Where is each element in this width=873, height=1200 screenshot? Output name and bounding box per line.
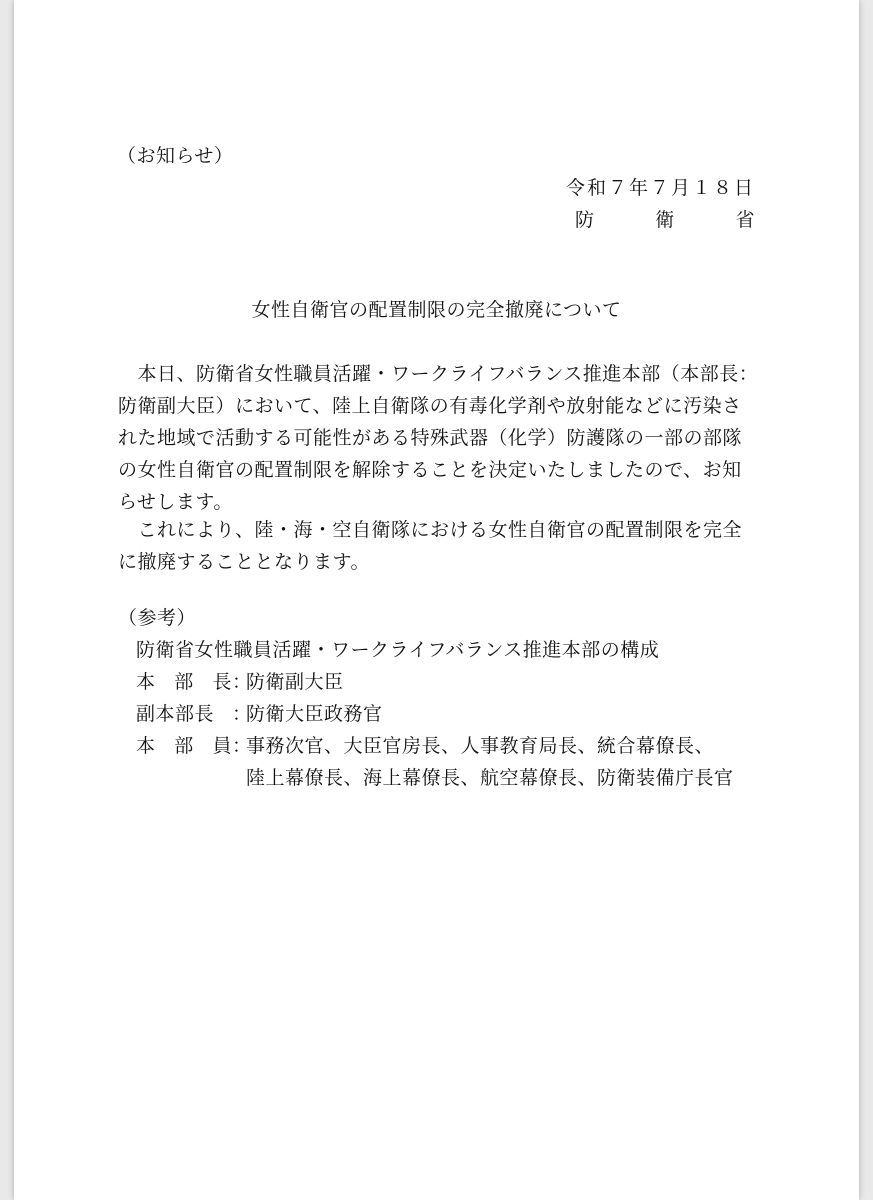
members-value-line2: 陸上幕僚長、海上幕僚長、航空幕僚長、防衛装備庁長官 (246, 767, 734, 789)
paragraph-1 (118, 358, 768, 518)
notice-label: （お知らせ） (117, 145, 234, 167)
reference-heading: （参考） (118, 607, 197, 629)
separator: ： (232, 671, 252, 693)
chief-value: 防衛副大臣 (246, 671, 344, 693)
document-body (14, 0, 859, 1200)
label-char: 長 (212, 671, 232, 693)
reference-row-vice-chief (136, 698, 383, 730)
issuer-name (575, 204, 755, 236)
reference-row-chief (136, 666, 344, 698)
reference-structure-title: 防衛省女性職員活躍・ワークライフバランス推進本部の構成 (136, 639, 660, 661)
vice-chief-value: 防衛大臣政務官 (246, 703, 383, 725)
label-char: 本 (136, 671, 156, 693)
paragraph-line: に撤廃することとなります。 (118, 551, 370, 573)
members-value-line1: 事務次官、大臣官房長、人事教育局長、統合幕僚長、 (246, 735, 715, 757)
paragraph-line: 本日、防衛省女性職員活躍・ワークライフバランス推進本部（本部長： (118, 363, 759, 385)
label-char: 部 (174, 671, 194, 693)
vice-chief-label: 副本部長 (136, 703, 215, 725)
issuer-char: 省 (735, 209, 755, 231)
chief-label (136, 666, 232, 698)
label-char: 部 (174, 735, 194, 757)
paragraph-2 (118, 514, 768, 578)
document-title: 女性自衛官の配置制限の完全撤廃について (251, 299, 622, 321)
document-page (14, 0, 859, 1200)
issuer-char: 衛 (655, 209, 675, 231)
paragraph-line: らせします。 (118, 491, 233, 513)
label-char: 員 (212, 735, 232, 757)
issue-date: 令和７年７月１８日 (565, 177, 755, 199)
separator: ： (232, 735, 252, 757)
reference-row-members (136, 730, 714, 762)
paragraph-line: の女性自衛官の配置制限を解除することを決定いたしましたので、お知 (118, 459, 742, 481)
label-char: 本 (136, 735, 156, 757)
paragraph-line: これにより、陸・海・空自衛隊における女性自衛官の配置制限を完全 (118, 519, 743, 541)
separator: ： (232, 703, 252, 725)
paragraph-line: 防衛副大臣）において、陸上自衛隊の有毒化学剤や放射能などに汚染さ (118, 395, 742, 417)
members-label (136, 730, 232, 762)
issuer-char: 防 (575, 209, 595, 231)
paragraph-line: れた地域で活動する可能性がある特殊武器（化学）防護隊の一部の部隊 (118, 427, 743, 449)
